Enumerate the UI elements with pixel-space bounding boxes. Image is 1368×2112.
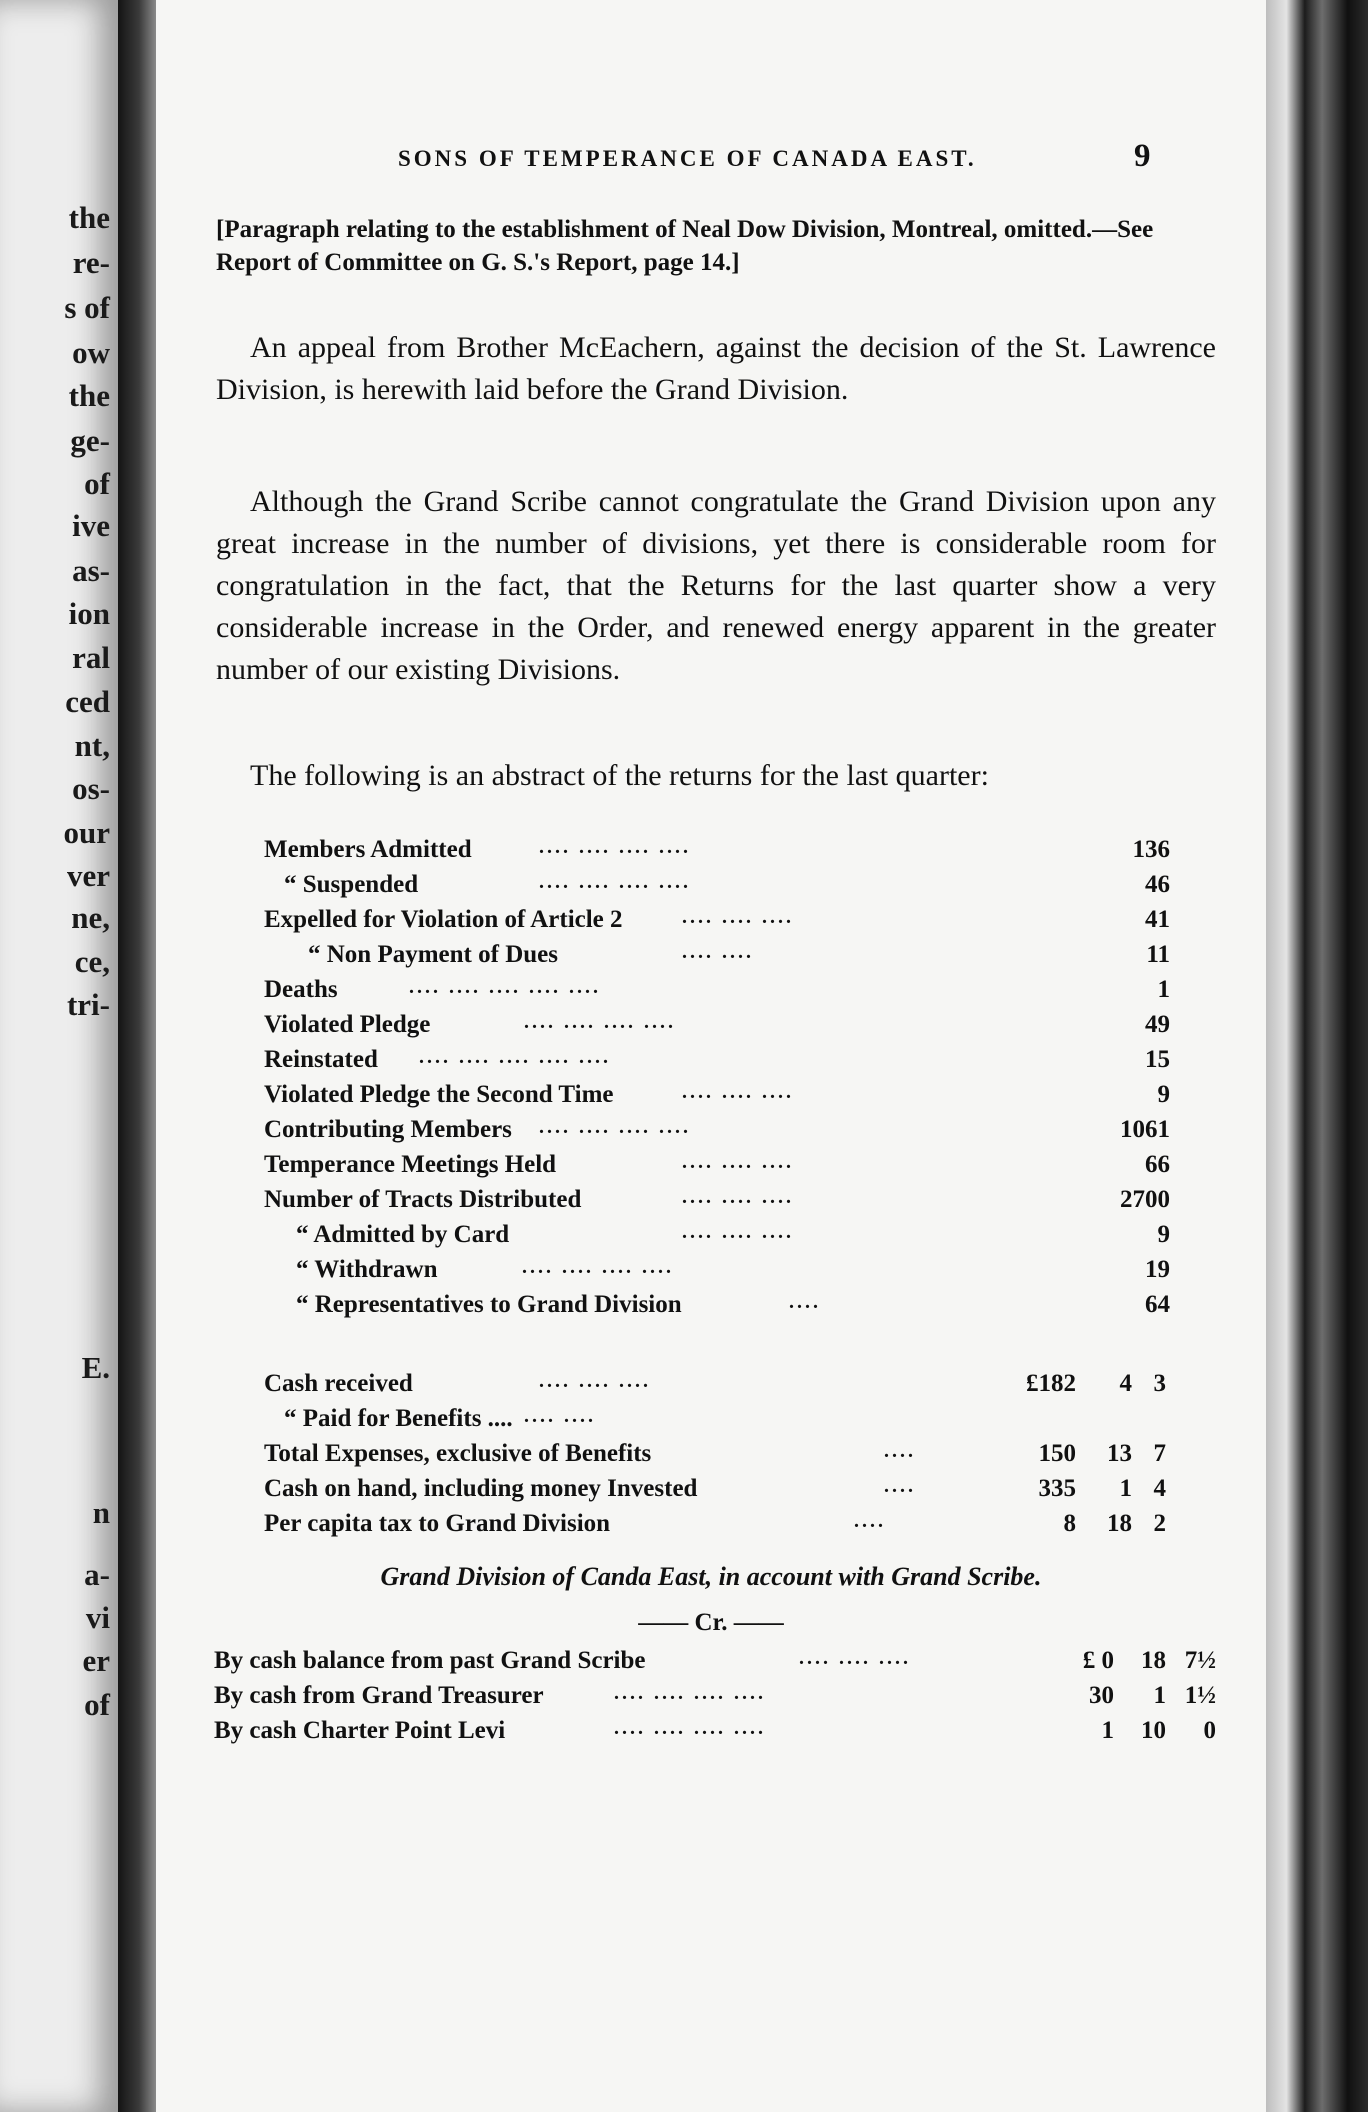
paragraph-congratulation: Although the Grand Scribe cannot congratulate the Grand Division upon any great increase in the number of divisions, yet there is considerable room for congratulation in the fact, that the Returns for the last quarter show a very considerable increase in the Order, and renewed energy apparent in the greater number of our existing Divisions.	[216, 485, 1216, 686]
left-page-text-fragment: ow	[72, 335, 110, 370]
amount-pounds: 335	[1038, 1475, 1076, 1502]
left-page-text-fragment: nt,	[74, 728, 110, 763]
row-leader-dots: .... .... ....	[539, 1370, 651, 1392]
table-row	[264, 1370, 1224, 1405]
amount-pounds: 30	[1089, 1682, 1114, 1709]
table-row	[214, 1682, 1224, 1717]
amount-pounds: 8	[1063, 1510, 1076, 1537]
row-label: “ Withdrawn	[296, 1256, 438, 1283]
amount-shillings: 13	[1107, 1440, 1132, 1467]
amount-pence: 3	[1153, 1370, 1166, 1397]
editorial-note: [Paragraph relating to the establishment of Neal Dow Division, Montreal, omitted.—See Report of Committee on G. S.'s Report, page 14.]	[216, 216, 1154, 276]
row-label: Expelled for Violation of Article 2	[264, 906, 623, 933]
amount-pence: 7	[1153, 1440, 1166, 1467]
table-row	[264, 1256, 1224, 1291]
row-leader-dots: ....	[884, 1475, 916, 1497]
running-header	[156, 138, 1266, 182]
row-value: 66	[1145, 1151, 1170, 1178]
amount-pounds: £ 0	[1082, 1647, 1114, 1674]
amount-shillings: 18	[1107, 1510, 1132, 1537]
row-label: Temperance Meetings Held	[264, 1151, 557, 1178]
left-page-text-fragment: n	[92, 1495, 110, 1530]
row-leader-dots: .... .... .... ....	[539, 871, 691, 893]
row-leader-dots: .... .... .... ....	[522, 1256, 674, 1278]
left-page-text-fragment: ge-	[70, 423, 110, 458]
row-leader-dots: .... .... .... ....	[614, 1717, 766, 1739]
amount-shillings: 18	[1141, 1647, 1166, 1674]
left-page-edge	[0, 0, 118, 2112]
row-label: Deaths	[264, 976, 338, 1003]
left-page-text-fragment: os-	[72, 771, 110, 806]
row-value: 9	[1157, 1081, 1170, 1108]
row-leader-dots: .... ....	[524, 1405, 596, 1427]
row-leader-dots: .... .... ....	[682, 1151, 794, 1173]
page-number: 9	[1134, 138, 1151, 174]
running-title: SONS OF TEMPERANCE OF CANADA EAST.	[398, 146, 977, 171]
amount-shillings: 1	[1153, 1682, 1166, 1709]
amount-pence: 7½	[1184, 1647, 1216, 1674]
left-page-text-fragment: of	[84, 1687, 110, 1722]
book-page	[156, 0, 1266, 2112]
row-value: 136	[1132, 836, 1170, 863]
row-value: 64	[1145, 1291, 1170, 1318]
row-label: “ Non Payment of Dues	[308, 941, 558, 968]
row-value: 19	[1145, 1256, 1170, 1283]
left-page-text-fragment: ce,	[74, 944, 110, 979]
table-row	[264, 1186, 1224, 1221]
table-row	[264, 941, 1224, 976]
left-page-text-fragment: er	[82, 1643, 110, 1678]
left-page-text-fragment: s of	[64, 290, 110, 325]
row-value: 11	[1146, 941, 1170, 968]
amount-pence: 4	[1153, 1475, 1166, 1502]
table-row	[264, 1046, 1224, 1081]
left-page-text-fragment: ver	[66, 858, 110, 893]
left-page-text-fragment: tri-	[66, 987, 110, 1022]
row-label: Contributing Members	[264, 1116, 512, 1143]
row-value: 1061	[1120, 1116, 1170, 1143]
left-page-text-fragment: the	[68, 200, 110, 235]
row-leader-dots: ....	[789, 1291, 821, 1313]
amount-pounds: 1	[1101, 1717, 1114, 1744]
row-label: “ Suspended	[284, 871, 419, 898]
right-page-edge	[1266, 0, 1368, 2112]
left-page-text-fragment: ced	[65, 684, 110, 719]
row-label: Cash on hand, including money Invested	[264, 1475, 698, 1502]
left-page-text-fragment: our	[63, 815, 110, 850]
credit-label: —— Cr. ——	[638, 1609, 784, 1636]
row-label: Violated Pledge the Second Time	[264, 1081, 614, 1108]
row-value: 49	[1145, 1011, 1170, 1038]
table-row	[264, 1081, 1224, 1116]
paragraph-appeal: An appeal from Brother McEachern, against the decision of the St. Lawrence Division, is herewith laid before the Grand Division.	[216, 331, 1216, 406]
table-row	[264, 906, 1224, 941]
row-leader-dots: .... .... ....	[682, 906, 794, 928]
left-page-text-fragment: a-	[84, 1557, 110, 1592]
book-gutter	[118, 0, 156, 2112]
row-label: Cash received	[264, 1370, 413, 1397]
left-page-text-fragment: of	[84, 466, 110, 501]
row-leader-dots: .... .... ....	[799, 1647, 911, 1669]
table-row	[264, 1405, 1224, 1440]
amount-pence: 1½	[1184, 1682, 1216, 1709]
table-row	[264, 976, 1224, 1011]
returns-abstract-table	[264, 836, 1224, 1326]
amount-pence: 2	[1153, 1510, 1166, 1537]
row-label: Reinstated	[264, 1046, 378, 1073]
amount-pence: 0	[1203, 1717, 1216, 1744]
table-row	[264, 1221, 1224, 1256]
row-value: 41	[1145, 906, 1170, 933]
row-leader-dots: .... .... ....	[682, 1186, 794, 1208]
row-leader-dots: .... .... .... ....	[539, 836, 691, 858]
paragraph-abstract-intro: The following is an abstract of the returns for the last quarter:	[250, 759, 989, 792]
left-page-text-fragment: the	[68, 378, 110, 413]
row-value: 46	[1145, 871, 1170, 898]
left-page-text-fragment: ral	[72, 640, 110, 675]
row-label: By cash from Grand Treasurer	[214, 1682, 544, 1709]
row-label: Members Admitted	[264, 836, 472, 863]
account-heading: Grand Division of Canda East, in account with Grand Scribe.	[380, 1562, 1042, 1591]
table-row	[264, 871, 1224, 906]
row-leader-dots: .... .... .... ....	[539, 1116, 691, 1138]
table-row	[264, 836, 1224, 871]
table-row	[264, 1440, 1224, 1475]
row-leader-dots: .... .... .... ....	[524, 1011, 676, 1033]
table-row	[264, 1151, 1224, 1186]
row-label: By cash Charter Point Levi	[214, 1717, 506, 1744]
row-label: Number of Tracts Distributed	[264, 1186, 582, 1213]
row-value: 1	[1157, 976, 1170, 1003]
amount-pounds: £182	[1026, 1370, 1076, 1397]
row-label: “ Representatives to Grand Division	[296, 1291, 682, 1318]
table-row	[214, 1647, 1224, 1682]
table-row	[264, 1510, 1224, 1545]
table-row	[264, 1475, 1224, 1510]
row-leader-dots: .... .... .... .... ....	[409, 976, 601, 998]
row-value: 15	[1145, 1046, 1170, 1073]
left-page-text-fragment: ion	[68, 596, 110, 631]
row-leader-dots: .... .... ....	[682, 1221, 794, 1243]
row-label: “ Paid for Benefits ....	[284, 1405, 513, 1432]
row-value: 2700	[1120, 1186, 1170, 1213]
account-ledger	[214, 1647, 1224, 1752]
left-page-text-fragment: as-	[72, 553, 110, 588]
table-row	[264, 1011, 1224, 1046]
left-page-text-fragment: ive	[72, 508, 110, 543]
row-leader-dots: .... .... .... ....	[614, 1682, 766, 1704]
row-label: Per capita tax to Grand Division	[264, 1510, 611, 1537]
amount-shillings: 1	[1119, 1475, 1132, 1502]
row-leader-dots: .... .... .... .... ....	[419, 1046, 611, 1068]
left-page-text-fragment: re-	[72, 245, 110, 280]
row-label: Violated Pledge	[264, 1011, 431, 1038]
amount-shillings: 10	[1141, 1717, 1166, 1744]
row-label: Total Expenses, exclusive of Benefits	[264, 1440, 652, 1467]
table-row	[264, 1291, 1224, 1326]
row-leader-dots: ....	[884, 1440, 916, 1462]
table-row	[264, 1116, 1224, 1151]
row-leader-dots: .... .... ....	[682, 1081, 794, 1103]
left-page-text-fragment: ne,	[71, 900, 110, 935]
row-leader-dots: ....	[854, 1510, 886, 1532]
amount-shillings: 4	[1119, 1370, 1132, 1397]
table-row	[214, 1717, 1224, 1752]
left-page-text-fragment: E.	[81, 1350, 110, 1385]
left-page-text-fragment: vi	[85, 1600, 110, 1635]
row-leader-dots: .... ....	[682, 941, 754, 963]
amount-pounds: 150	[1038, 1440, 1076, 1467]
row-value: 9	[1157, 1221, 1170, 1248]
row-label: By cash balance from past Grand Scribe	[214, 1647, 646, 1674]
row-label: “ Admitted by Card	[296, 1221, 510, 1248]
cash-summary-table	[264, 1370, 1224, 1545]
